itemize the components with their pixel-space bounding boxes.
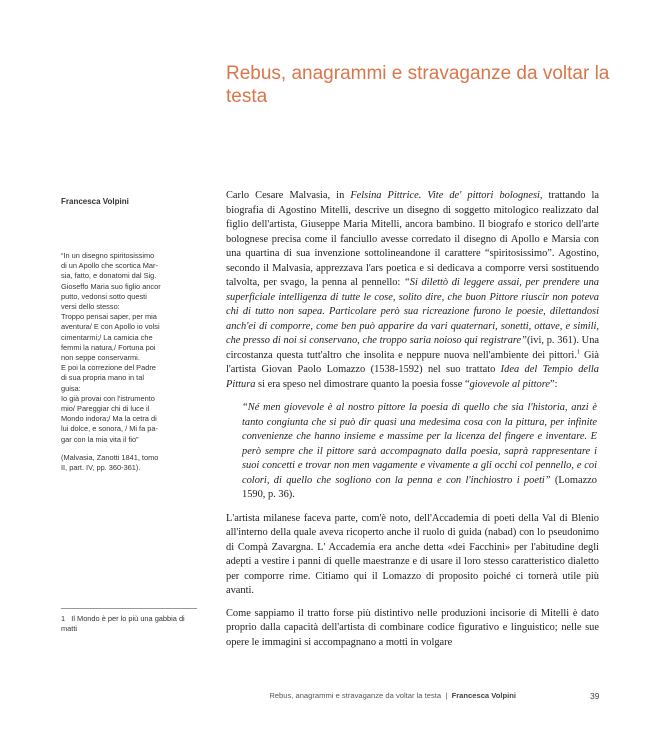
sidebar-quote-line: putto, vedonsi sotto questi: [61, 291, 147, 301]
sidebar-quote-line: gar con la mia vita il fio”: [61, 434, 139, 444]
paragraph-3: Come sappiamo il tratto forse più distintivo nelle produzioni incisorie di Mitelli è dato proprio dalla capacità dell'artista di combinare codice figurativo e linguistico; nelle sue opere le immagini si accompagnano a motti in volgare: [226, 607, 599, 648]
sidebar-quote-line: non seppe conservarmi.: [61, 353, 140, 363]
sidebar-quote-lines: [61, 251, 197, 445]
sidebar-quote-line: Io già provai con l'istrumento: [61, 393, 155, 403]
blockquote-italic: “Né men giovevole è al nostro pittore la poesia di quello che sia l'historia, anzi è tanto congiunta che si può dir quasi una medesima cosa con la pittura, per infinite convenienze che hanno insieme e massime per la licenza del fingere e inventare. E però sempre che il pittore sarà accompagnato dalla poesia, saprà rappresentare i suoi concetti e trovar non men vagamente e vivamente a gli occhi col pennello, e coi colori, di quello che sogliono con la penna e con l'inchiostro i poeti”: [242, 402, 597, 486]
sidebar-quote-line: Troppo pensai saper, per mia: [61, 312, 157, 322]
sidebar-quote: [61, 251, 197, 473]
footnote-text: Il Mondo è per lo più una gabbia di matti: [61, 614, 185, 633]
sidebar-quote-line: Mondo indora;/ Ma la cetra di: [61, 414, 157, 424]
paragraph-2: L'artista milanese faceva parte, com'è noto, dell'Accademia di poeti della Val di Blenio all'interno della quale aveva ricoperto anche il ruolo di guida (nabad) con lo pseudonimo di Compà Zavargna. L' Accademia era anche detta «dei Facchini» per l'abitudine degli adepti a vestire i panni di quelle maestranze e di usare il loro stesso caratteristico dialetto per comporre rime. Citiamo qui il Lomazzo di proposito poiché ci tornerà utile più avanti.: [226, 512, 599, 596]
page-footer: [0, 691, 650, 703]
p1-text-a: Carlo Cesare Malvasia, in: [226, 190, 351, 201]
sidebar-quote-line: sia, fatto, e donatomi dal Sig.: [61, 271, 157, 281]
sidebar-quote-line: “In un disegno spiritosissimo: [61, 251, 155, 260]
footnote: [61, 614, 197, 634]
running-head: [269, 691, 516, 700]
sidebar-quote-line: mio/ Pareggiar chi di luce il: [61, 404, 150, 414]
sidebar-quote-line: femmi la natura,/ Fortuna poi: [61, 342, 156, 352]
sidebar-quote-line: E poi la correzione del Padre: [61, 363, 156, 373]
sidebar-quote-line: di sua propria mano in tal: [61, 373, 144, 383]
sidebar-citation-line: (Malvasia, Zanotti 1841, tomo: [61, 452, 159, 462]
chapter-title: Rebus, anagrammi e stravaganze da voltar la testa: [226, 63, 610, 107]
sidebar-quote-line: lui dolce, e sonora, / Mi fa pa-: [61, 424, 158, 434]
sidebar-citation-line: II, part. IV, pp. 360-361).: [61, 463, 141, 473]
author-name: Francesca Volpini: [61, 197, 129, 206]
sidebar-quote-line: cimentarmi;/ La camicia che: [61, 332, 153, 342]
sidebar-quote-line: guisa:: [61, 383, 81, 393]
sidebar-citation: [61, 453, 197, 473]
main-text: [226, 189, 599, 650]
footnote-number: 1: [61, 614, 66, 623]
sidebar-quote-line: aventura/ E con Apollo io volsi: [61, 322, 160, 332]
p1-giovevole: giovevole al pittore: [469, 378, 550, 390]
p1-text-b: , trattando la biografia di Agostino Mitelli, descrive un disegno di soggetto mitologico realizzato dal figlio dell'artista, Giuseppe Maria Mitelli, ancora bambino. Il biografo e storico dell'arte bolognese precisa come il fanciullo avesse corredato il disegno di Apollo e Marsia con una quartina di sua invenzione sottolineandone il carattere “spiritosissimo”. Agostino, secondo il Malvasia, apprezzava l'ars poetica e si dedicava a comporre versi sostituendo talvolta, per svago, la penna al pennello:: [226, 190, 599, 288]
p1-text-d: Già l'artista Giovan Paolo Lomazzo (1538-1592) nel suo trattato: [226, 349, 599, 375]
p1-text-f: ”:: [549, 378, 558, 390]
footer-separator: |: [445, 691, 448, 700]
sidebar-quote-line: di un Apollo che scortica Mar-: [61, 261, 158, 271]
footer-author: Francesca Volpini: [451, 691, 516, 700]
footnote-ref[interactable]: 1: [576, 348, 581, 356]
p1-text-c: (ivi, p. 361). Una circostanza questa tutt'altro che insolita e neppure nuova nell'ambiente dei pittori.: [226, 335, 599, 361]
blockquote-citation: (Lomazzo 1590, p. 36).: [242, 474, 597, 500]
sidebar-quote-line: versi dello stesso:: [61, 302, 120, 312]
paragraph-1: [226, 189, 599, 392]
footnote-divider: [61, 608, 197, 609]
p1-text-e: si era speso nel dimostrare quanto la poesia fosse “: [255, 378, 470, 390]
lomazzo-blockquote: [242, 401, 597, 503]
page-number: 39: [590, 691, 600, 701]
footer-title: Rebus, anagrammi e stravaganze da voltar la testa: [269, 691, 442, 700]
sidebar-quote-line: Gioseffo Maria suo figlio ancor: [61, 281, 161, 291]
p1-book-title: Felsina Pittrice. Vite de' pittori bolognesi: [350, 190, 540, 201]
p1-malvasia-quote: “Si dilettò di leggere assai, per prendere una superficiale intelligenza di tutte le cose, solito dire, che buon Pittore riuscir non poteva chi di tutto non sapea. Particolare però sua ricreazione furono le poesie, dilettandosi anch'ei di comporre, come ben può apparire da vari quaternari, sonetti, ottave, e simili, che presso di noi si conservano, che troppo saria noioso qui registrare”: [226, 277, 599, 346]
p1-treatise-title: Idea del Tempio della Pittura: [226, 364, 599, 390]
